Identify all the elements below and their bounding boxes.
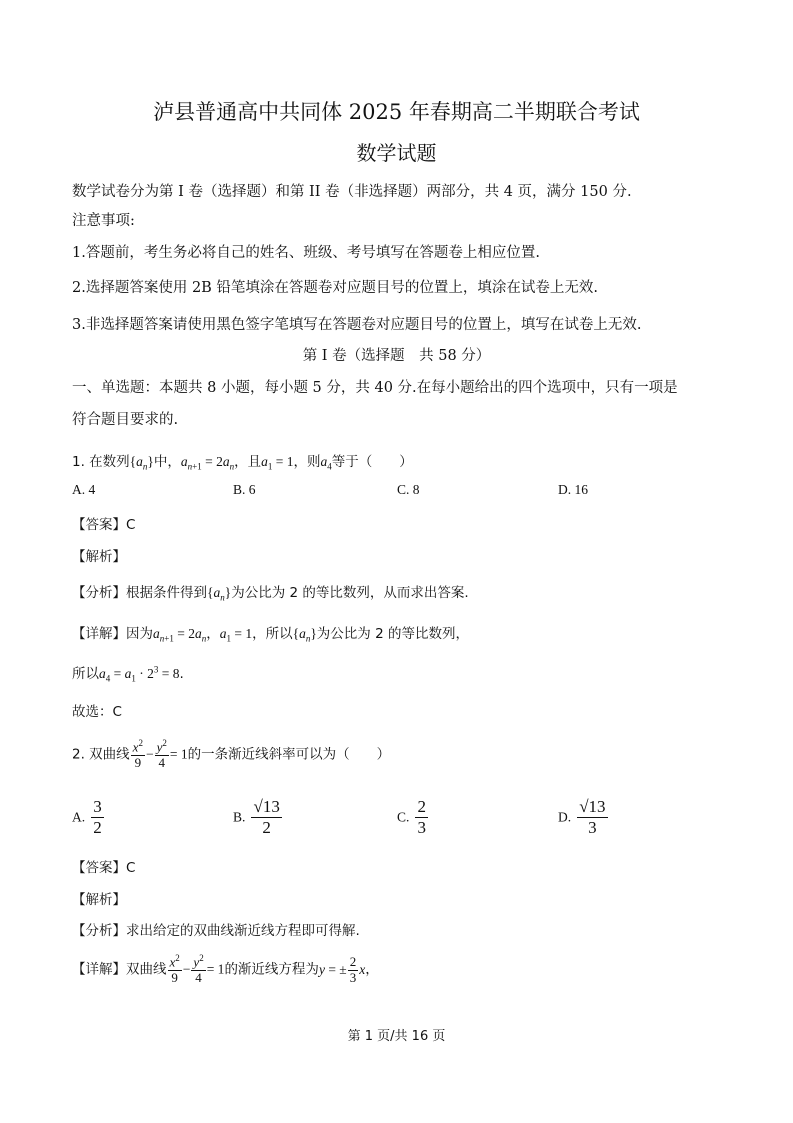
q1-fenxi-a: 【分析】根据条件得到 [72,585,207,601]
q1-detail-a: 【详解】因为 [72,626,153,642]
intro-text: 数学试卷分为第 I 卷（选择题）和第 II 卷（非选择题）两部分，共 4 页，满分 150 分. [72,184,632,200]
q1-option-c: C. 8 [397,482,420,497]
q2-option-b-frac: $\frac{√13}{2}$ [253,797,280,837]
q1-option-d: D. 16 [558,482,588,497]
q2-option-b-label: B. [233,809,246,825]
q1-answer: 【答案】C [72,517,136,533]
q2-option-c [397,797,429,837]
q2-suffix: 的一条渐近线斜率可以为（ ） [187,746,391,763]
q1-recurrence-formula: $a_{n+1} = 2a_n$ [180,454,235,472]
q2-option-a-label: A. [72,809,86,825]
q1-detail-d: 为公比为 2 的等比数列， [316,626,469,642]
q2-option-d [558,797,609,837]
q1-text-2: ，且 [234,454,262,470]
q2-option-a [72,797,105,837]
q1-text-1: 中， [153,454,181,470]
q1-initial-formula: $a_1 = 1$ [261,454,294,472]
q2-asymptote-formula: y = ± $\frac{2}{3}$ x [318,954,366,985]
q1-fenxi-formula: $\{a_n\}$ [207,585,232,603]
q1-detail-formula-3: $\{a_n\}$ [292,626,317,644]
notice-3: 3.非选择题答案请使用黑色签字笔填写在答题卷对应题目号的位置上，填写在试卷上无效. [72,317,642,333]
notice-2: 2.选择题答案使用 2B 铅笔填涂在答题卷对应题目号的位置上，填涂在试卷上无效. [72,280,599,296]
q1-fenxi-b: 为公比为 2 的等比数列，从而求出答案. [231,585,469,601]
q2-detail: 【详解】双曲线 $\frac{x^2}{9}$ − $\frac{y^2}{4}$ = 1的渐近线方程为y = ± $\frac{2}{3}$ x， [72,953,379,986]
q1-suoyi: 所以 [72,666,99,682]
q2-detail-frac-y: $\frac{y^2}{4}$ [193,953,204,986]
q2-prefix: 2. 双曲线 [72,746,130,763]
q1-text-3: ，则 [293,454,321,470]
q1-detail-c: ，所以 [252,626,293,642]
q1-a4-formula: $a_4$ [320,454,332,472]
question-1 [72,450,413,472]
q1-guxuan: 故选：C [72,704,122,720]
q2-frac-x: $\frac{x^2}{9}$ [132,738,143,771]
q1-detail-formula-1: $a_{n+1} = 2a_n$ [153,626,207,644]
q1-text-4: 等于（ ） [331,454,413,470]
q2-frac-y: $\frac{y^2}{4}$ [156,738,167,771]
q2-analysis-head: 【解析】 [72,892,126,908]
exam-title: 泸县普通高中共同体 2025 年春期高二半期联合考试 [153,100,640,124]
q1-result-formula: $a_4 = a_1 \cdot 2^3 = 8$ [99,664,180,684]
q2-detail-frac-x: $\frac{x^2}{9}$ [169,953,180,986]
notice-title: 注意事项: [72,213,135,229]
q2-option-d-frac: $\frac{√13}{3}$ [579,797,606,837]
q1-option-a: A. 4 [72,482,96,497]
q1-sequence-formula: $\{a_n\}$ [129,454,154,472]
q1-conclusion: 所以$a_4 = a_1 \cdot 2^3 = 8$. [72,664,184,684]
q2-fenxi: 【分析】求出给定的双曲线渐近线方程即可得解. [72,923,360,939]
notice-1: 1.答题前，考生务必将自己的姓名、班级、考号填写在答题卷上相应位置. [72,245,540,261]
q2-option-d-label: D. [558,809,572,825]
q2-detail-c: ， [365,961,379,978]
q2-detail-a: 【详解】双曲线 [72,961,167,978]
q2-answer: 【答案】C [72,860,136,876]
section-title: 第 I 卷（选择题 共 58 分） [302,348,491,364]
q1-fenxi [72,581,469,603]
q1-detail-formula-2: $a_1 = 1$ [219,626,253,644]
q2-option-b [233,797,283,837]
q2-detail-b: 的渐近线方程为 [224,961,319,978]
q1-option-b: B. 6 [233,482,256,497]
section-intro-line2: 符合题目要求的. [72,412,179,428]
section-intro-line1: 一、单选题：本题共 8 小题，每小题 5 分，共 40 分.在每小题给出的四个选项中，只有一项是 [72,380,678,396]
q2-option-a-frac: $\frac{3}{2}$ [93,797,102,837]
page-footer: 第 1 页/共 16 页 [347,1029,446,1044]
q1-prefix: 1. 在数列 [72,454,130,470]
exam-subtitle: 数学试题 [356,141,437,165]
q1-detail [72,622,469,644]
q2-option-c-label: C. [397,809,410,825]
q1-detail-b: ， [206,626,220,642]
q1-analysis-head: 【解析】 [72,549,126,565]
question-2: 2. 双曲线 $\frac{x^2}{9}$ − $\frac{y^2}{4}$ = 1的一条渐近线斜率可以为（ ） [72,738,391,771]
q2-option-c-frac: $\frac{2}{3}$ [417,797,426,837]
